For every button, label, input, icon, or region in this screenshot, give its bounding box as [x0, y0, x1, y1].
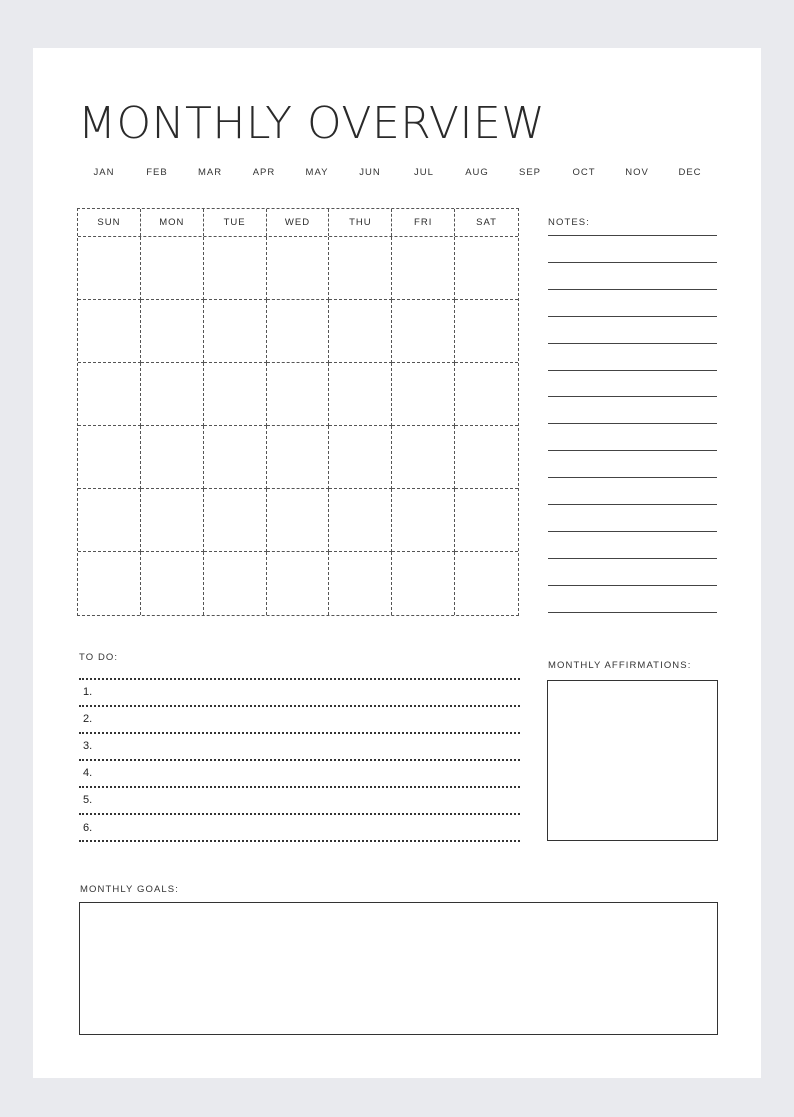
todo-line[interactable]: [79, 759, 520, 761]
calendar-day-cell[interactable]: [329, 552, 392, 615]
calendar-day-cell[interactable]: [455, 426, 518, 489]
calendar-day-cell[interactable]: [267, 300, 330, 363]
notes-line[interactable]: [548, 531, 717, 532]
page-title: MONTHLY OVERVIEW: [78, 98, 546, 149]
calendar-day-cell[interactable]: [204, 489, 267, 552]
month-nov[interactable]: NOV: [625, 167, 649, 178]
calendar-day-cell[interactable]: [329, 363, 392, 426]
weekday-fri: FRI: [392, 209, 455, 236]
weekday-thu: THU: [329, 209, 392, 236]
todo-number: 3.: [83, 740, 93, 752]
calendar-day-cell[interactable]: [455, 237, 518, 300]
todo-number: 2.: [83, 713, 93, 725]
calendar-day-cell[interactable]: [329, 489, 392, 552]
calendar-day-cell[interactable]: [78, 552, 141, 615]
planner-page: [33, 48, 761, 1078]
month-oct[interactable]: OCT: [572, 167, 596, 178]
todo-number: 5.: [83, 794, 93, 806]
calendar-day-cell[interactable]: [392, 300, 455, 363]
calendar-day-cell[interactable]: [204, 237, 267, 300]
todo-line[interactable]: [79, 840, 520, 842]
weekday-sun: SUN: [78, 209, 141, 236]
month-dec[interactable]: DEC: [678, 167, 702, 178]
notes-line[interactable]: [548, 289, 717, 290]
affirmations-box[interactable]: [547, 680, 718, 841]
calendar-day-cell[interactable]: [141, 552, 204, 615]
calendar-day-cell[interactable]: [267, 363, 330, 426]
calendar-day-cell[interactable]: [78, 363, 141, 426]
weekday-mon: MON: [141, 209, 204, 236]
month-aug[interactable]: AUG: [465, 167, 489, 178]
calendar-day-cell[interactable]: [141, 426, 204, 489]
month-jul[interactable]: JUL: [414, 167, 434, 178]
notes-line[interactable]: [548, 343, 717, 344]
todo-line[interactable]: [79, 813, 520, 815]
notes-line[interactable]: [548, 450, 717, 451]
notes-line[interactable]: [548, 396, 717, 397]
calendar-day-cell[interactable]: [267, 489, 330, 552]
calendar-day-cell[interactable]: [141, 363, 204, 426]
calendar-day-cell[interactable]: [141, 489, 204, 552]
calendar-day-cell[interactable]: [78, 426, 141, 489]
calendar-body: [78, 237, 518, 615]
todo-line[interactable]: [79, 786, 520, 788]
goals-label: MONTHLY GOALS:: [80, 884, 179, 895]
month-sep[interactable]: SEP: [518, 167, 541, 178]
calendar-day-cell[interactable]: [392, 363, 455, 426]
todo-top-rule: [79, 678, 520, 680]
calendar-day-cell[interactable]: [267, 237, 330, 300]
month-feb[interactable]: FEB: [146, 167, 168, 178]
calendar-day-cell[interactable]: [392, 552, 455, 615]
calendar-day-cell[interactable]: [329, 300, 392, 363]
calendar-day-cell[interactable]: [392, 426, 455, 489]
notes-line[interactable]: [548, 235, 717, 236]
notes-line[interactable]: [548, 262, 717, 263]
month-apr[interactable]: APR: [252, 167, 276, 178]
calendar-day-cell[interactable]: [455, 300, 518, 363]
weekday-sat: SAT: [476, 217, 497, 228]
month-selector: [78, 167, 753, 181]
calendar-day-cell[interactable]: [204, 363, 267, 426]
todo-number: 1.: [83, 686, 93, 698]
calendar-day-cell[interactable]: [204, 300, 267, 363]
notes-line[interactable]: [548, 504, 717, 505]
notes-line[interactable]: [548, 423, 717, 424]
notes-line[interactable]: [548, 477, 717, 478]
notes-line[interactable]: [548, 370, 717, 371]
month-mar[interactable]: MAR: [197, 167, 223, 178]
todo-number: 4.: [83, 767, 93, 779]
calendar-day-cell[interactable]: [204, 552, 267, 615]
calendar-grid: [77, 208, 519, 616]
month-may[interactable]: MAY: [305, 167, 329, 178]
todo-label: TO DO:: [79, 652, 119, 663]
calendar-day-cell[interactable]: [455, 363, 518, 426]
calendar-day-cell[interactable]: [329, 237, 392, 300]
calendar-day-cell[interactable]: [141, 237, 204, 300]
todo-number: 6.: [83, 822, 93, 834]
notes-line[interactable]: [548, 316, 717, 317]
todo-line[interactable]: [79, 732, 520, 734]
calendar-day-cell[interactable]: [78, 300, 141, 363]
calendar-day-cell[interactable]: [455, 489, 518, 552]
weekday-tue: TUE: [204, 209, 267, 236]
notes-line[interactable]: [548, 612, 717, 613]
weekday-wed: WED: [267, 209, 330, 236]
calendar-day-cell[interactable]: [392, 237, 455, 300]
todo-line[interactable]: [79, 705, 520, 707]
calendar-day-cell[interactable]: [204, 426, 267, 489]
calendar-header: [78, 209, 518, 237]
calendar-day-cell[interactable]: [267, 552, 330, 615]
notes-label: NOTES:: [548, 217, 590, 228]
calendar-day-cell[interactable]: [78, 237, 141, 300]
affirmations-label: MONTHLY AFFIRMATIONS:: [548, 660, 692, 671]
notes-line[interactable]: [548, 585, 717, 586]
calendar-day-cell[interactable]: [455, 552, 518, 615]
goals-box[interactable]: [79, 902, 718, 1035]
calendar-day-cell[interactable]: [329, 426, 392, 489]
calendar-day-cell[interactable]: [78, 489, 141, 552]
calendar-day-cell[interactable]: [141, 300, 204, 363]
calendar-day-cell[interactable]: [392, 489, 455, 552]
calendar-day-cell[interactable]: [267, 426, 330, 489]
month-jan[interactable]: JAN: [93, 167, 115, 178]
notes-line[interactable]: [548, 558, 717, 559]
month-jun[interactable]: JUN: [359, 167, 381, 178]
